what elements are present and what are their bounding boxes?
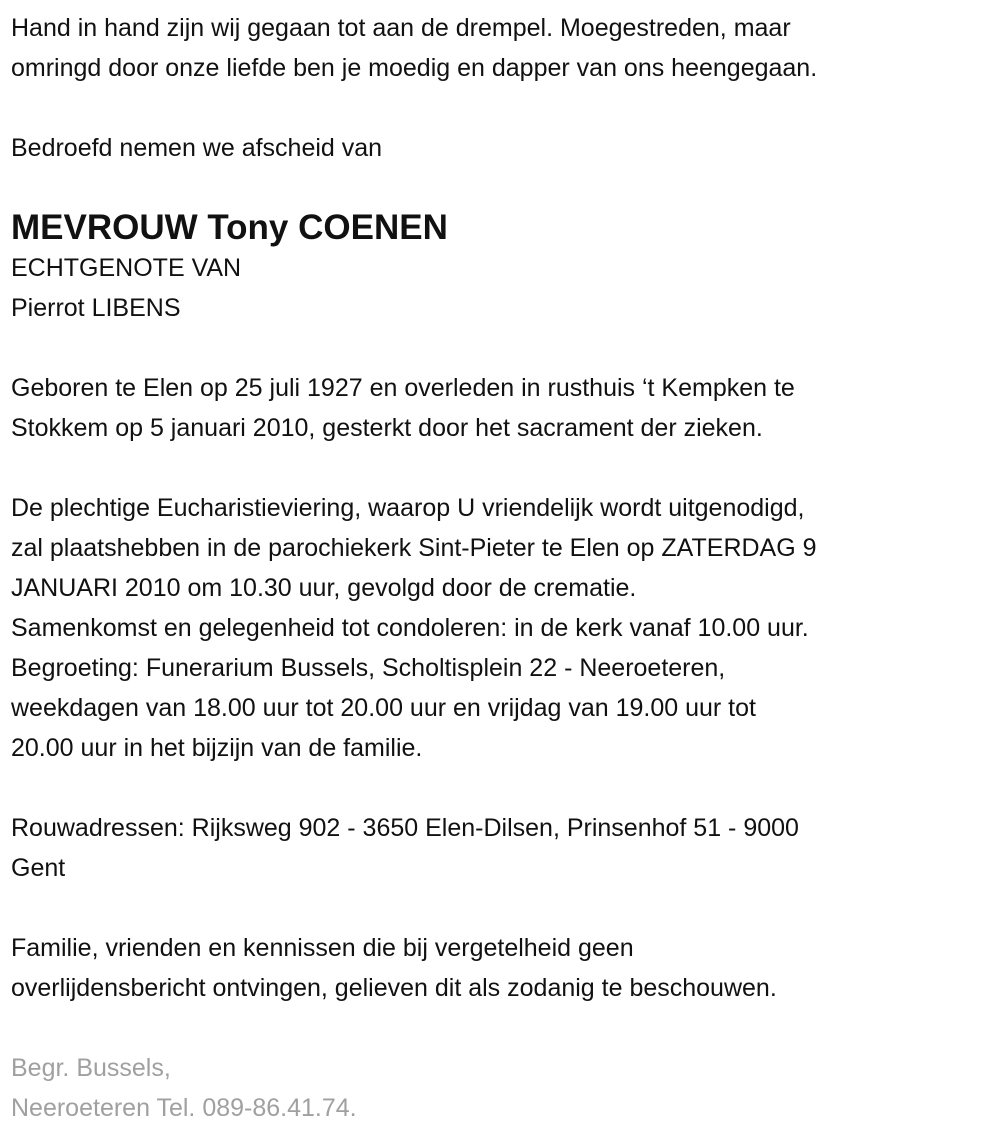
text-line: Begr. Bussels,	[11, 1054, 171, 1082]
spouse-label: ECHTGENOTE VAN	[11, 254, 242, 282]
text-line: 20.00 uur in het bijzijn van de familie.	[11, 734, 423, 762]
text-line: Rouwadressen: Rijksweg 902 - 3650 Elen-Dilsen, Prinsenhof 51 - 9000	[11, 814, 799, 842]
lead-text: Bedroefd nemen we afscheid van	[11, 134, 383, 162]
text-line: overlijdensbericht ontvingen, gelieven dit als zodanig te beschouwen.	[11, 974, 777, 1002]
text-line: omringd door onze liefde ben je moedig en dapper van ons heengegaan.	[11, 54, 818, 82]
text-line: Geboren te Elen op 25 juli 1927 en overleden in rusthuis ‘t Kempken te	[11, 374, 795, 402]
text-line: Gent	[11, 854, 66, 882]
text-line: De plechtige Eucharistieviering, waarop U vriendelijk wordt uitgenodigd,	[11, 494, 805, 522]
text-line: Familie, vrienden en kennissen die bij vergetelheid geen	[11, 934, 634, 962]
spouse-name: Pierrot LIBENS	[11, 294, 181, 322]
ceremony-paragraph	[11, 488, 1000, 768]
text-line: Neeroeteren Tel. 089-86.41.74.	[11, 1094, 357, 1122]
text-line: weekdagen van 18.00 uur tot 20.00 uur en vrijdag van 19.00 uur tot	[11, 694, 756, 722]
text-line: zal plaatshebben in de parochiekerk Sint-Pieter te Elen op ZATERDAG 9	[11, 534, 817, 562]
deceased-name: MEVROUW Tony COENEN	[11, 208, 448, 247]
addresses-paragraph	[11, 808, 1000, 888]
text-line: Begroeting: Funerarium Bussels, Scholtisplein 22 - Neeroeteren,	[11, 654, 726, 682]
notice-paragraph	[11, 928, 1000, 1008]
text-line: JANUARI 2010 om 10.30 uur, gevolgd door de crematie.	[11, 574, 637, 602]
intro-paragraph	[11, 8, 1000, 88]
birth-death-paragraph	[11, 368, 1000, 448]
text-line: Samenkomst en gelegenheid tot condoleren: in de kerk vanaf 10.00 uur.	[11, 614, 809, 642]
text-line: Hand in hand zijn wij gegaan tot aan de drempel. Moegestreden, maar	[11, 14, 791, 42]
text-line: Stokkem op 5 januari 2010, gesterkt door het sacrament der zieken.	[11, 414, 763, 442]
undertaker-info	[11, 1048, 1000, 1128]
